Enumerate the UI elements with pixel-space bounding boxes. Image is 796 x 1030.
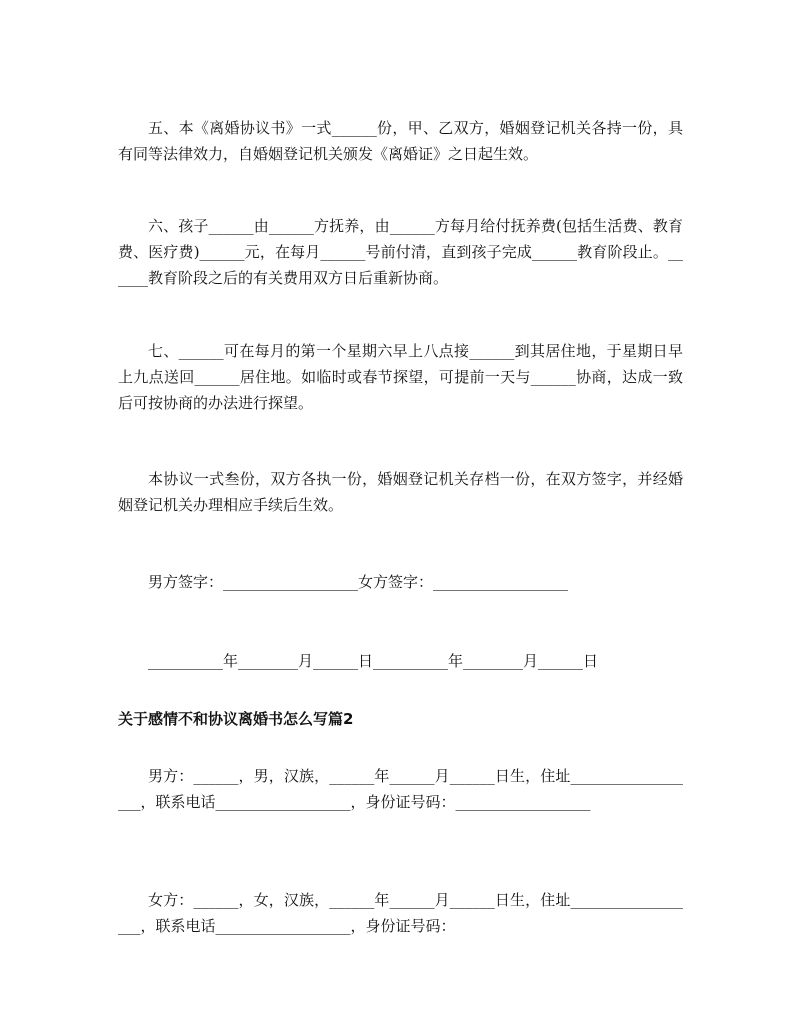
male-party-paragraph: 男方：______，男，汉族，______年______月______日生，住址__________________，联系电话__________________，身份证号码：__________________ xyxy=(118,767,683,811)
signature-line: 男方签字：__________________女方签字：__________________ xyxy=(148,573,569,591)
clause-five-paragraph: 五、本《离婚协议书》一式______份，甲、乙双方，婚姻登记机关各持一份，具有同等法律效力，自婚姻登记机关颁发《离婚证》之日起生效。 xyxy=(118,119,683,163)
clause-six-paragraph: 六、孩子______由______方抚养，由______方每月给付抚养费(包括生活费、教育费、医疗费)______元，在每月______号前付清，直到孩子完成______教育阶段止。______教育阶段之后的有关费用双方日后重新协商。 xyxy=(118,217,683,287)
clause-seven-paragraph: 七、______可在每月的第一个星期六早上八点接______到其居住地，于星期日早上九点送回______居住地。如临时或春节探望，可提前一天与______协商，达成一致后可按协商的办法进行探望。 xyxy=(118,342,683,412)
agreement-copies-paragraph: 本协议一式叁份，双方各执一份，婚姻登记机关存档一份，在双方签字，并经婚姻登记机关办理相应手续后生效。 xyxy=(118,470,683,514)
section-title: 关于感情不和协议离婚书怎么写篇2 xyxy=(118,710,354,728)
date-line: __________年________月______日__________年________月______日 xyxy=(148,652,599,670)
female-party-paragraph: 女方：______，女，汉族，______年______月______日生，住址__________________，联系电话__________________，身份证号码： xyxy=(118,891,683,935)
